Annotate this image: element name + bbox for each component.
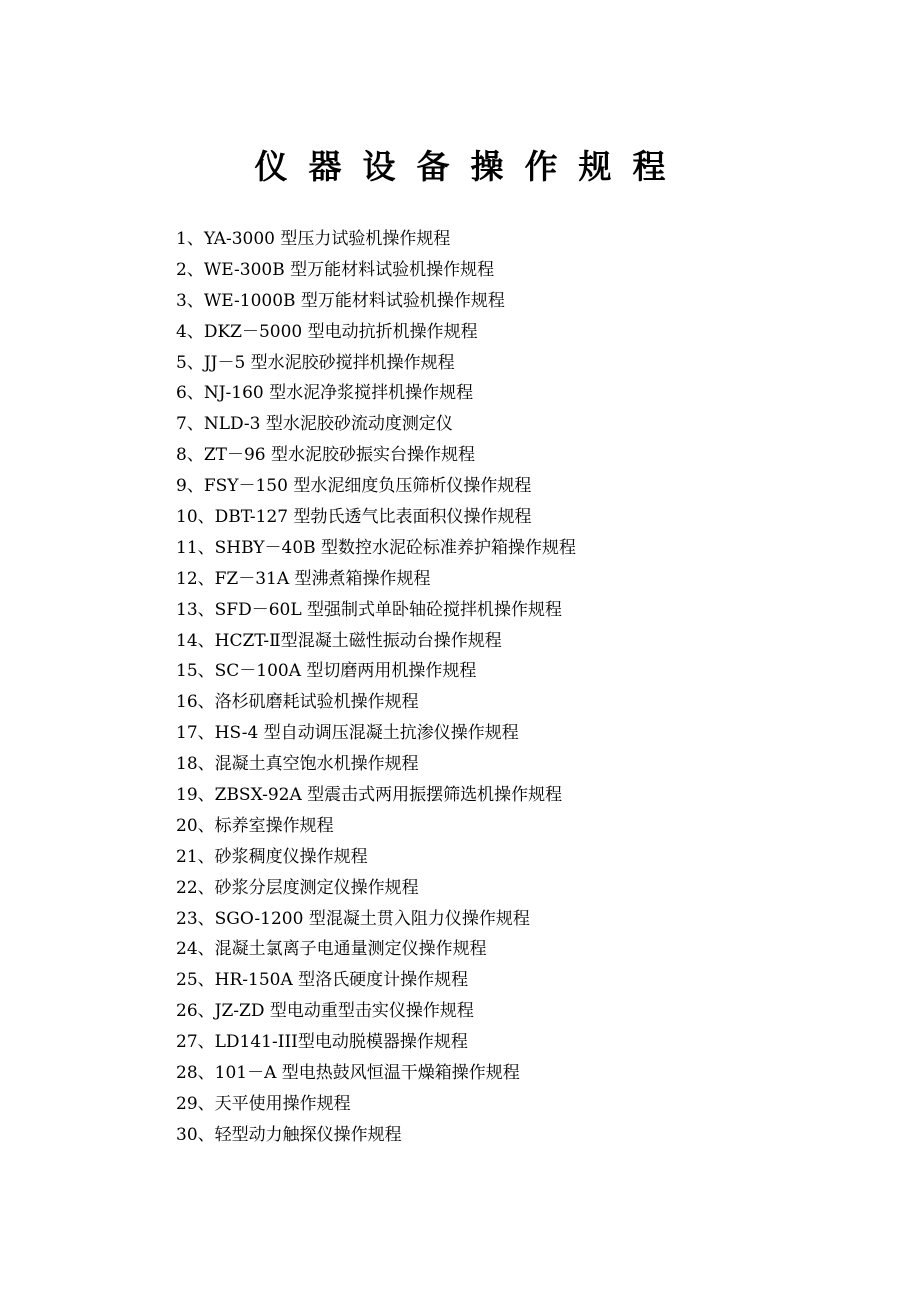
list-item: 11、SHBY－40B 型数控水泥砼标准养护箱操作规程 [176, 537, 577, 558]
list-item: 24、混凝土氯离子电通量测定仪操作规程 [176, 939, 487, 960]
list-item: 7、NLD-3 型水泥胶砂流动度测定仪 [176, 414, 453, 435]
list-item: 20、标养室操作规程 [176, 815, 334, 836]
list-item: 30、轻型动力触探仪操作规程 [176, 1124, 402, 1145]
list-item: 22、砂浆分层度测定仪操作规程 [176, 877, 419, 898]
list-item: 29、天平使用操作规程 [176, 1093, 351, 1114]
list-item: 12、FZ－31A 型沸煮箱操作规程 [176, 568, 431, 589]
list-item: 5、JJ－5 型水泥胶砂搅拌机操作规程 [176, 352, 455, 373]
procedure-list [176, 224, 576, 1151]
list-item: 27、LD141-III型电动脱模器操作规程 [176, 1032, 468, 1053]
list-item: 25、HR-150A 型洛氏硬度计操作规程 [176, 970, 469, 991]
list-item: 16、洛杉矶磨耗试验机操作规程 [176, 692, 419, 713]
list-item: 18、混凝土真空饱水机操作规程 [176, 754, 419, 775]
document-title: 仪器设备操作规程 [254, 147, 687, 186]
list-item: 4、DKZ－5000 型电动抗折机操作规程 [176, 321, 478, 342]
list-item: 17、HS-4 型自动调压混凝土抗渗仪操作规程 [176, 723, 519, 744]
list-item: 28、101－A 型电热鼓风恒温干燥箱操作规程 [176, 1063, 520, 1084]
list-item: 2、WE-300B 型万能材料试验机操作规程 [176, 259, 495, 280]
list-item: 1、YA-3000 型压力试验机操作规程 [176, 229, 451, 249]
list-item: 14、HCZT-Ⅱ型混凝土磁性振动台操作规程 [176, 630, 502, 651]
list-item: 15、SC－100A 型切磨两用机操作规程 [176, 661, 477, 682]
list-item: 13、SFD－60L 型强制式单卧轴砼搅拌机操作规程 [176, 599, 563, 620]
list-item: 23、SGO-1200 型混凝土贯入阻力仪操作规程 [176, 908, 530, 929]
list-item: 6、NJ-160 型水泥净浆搅拌机操作规程 [176, 383, 474, 404]
list-item: 8、ZT－96 型水泥胶砂振实台操作规程 [176, 445, 476, 466]
list-item: 10、DBT-127 型勃氏透气比表面积仪操作规程 [176, 507, 532, 528]
list-item: 9、FSY－150 型水泥细度负压筛析仪操作规程 [176, 476, 532, 497]
list-item: 26、JZ-ZD 型电动重型击实仪操作规程 [176, 1001, 474, 1022]
list-item: 19、ZBSX-92A 型震击式两用振摆筛选机操作规程 [176, 785, 563, 806]
list-item: 3、WE-1000B 型万能材料试验机操作规程 [176, 290, 505, 311]
list-item: 21、砂浆稠度仪操作规程 [176, 846, 368, 867]
